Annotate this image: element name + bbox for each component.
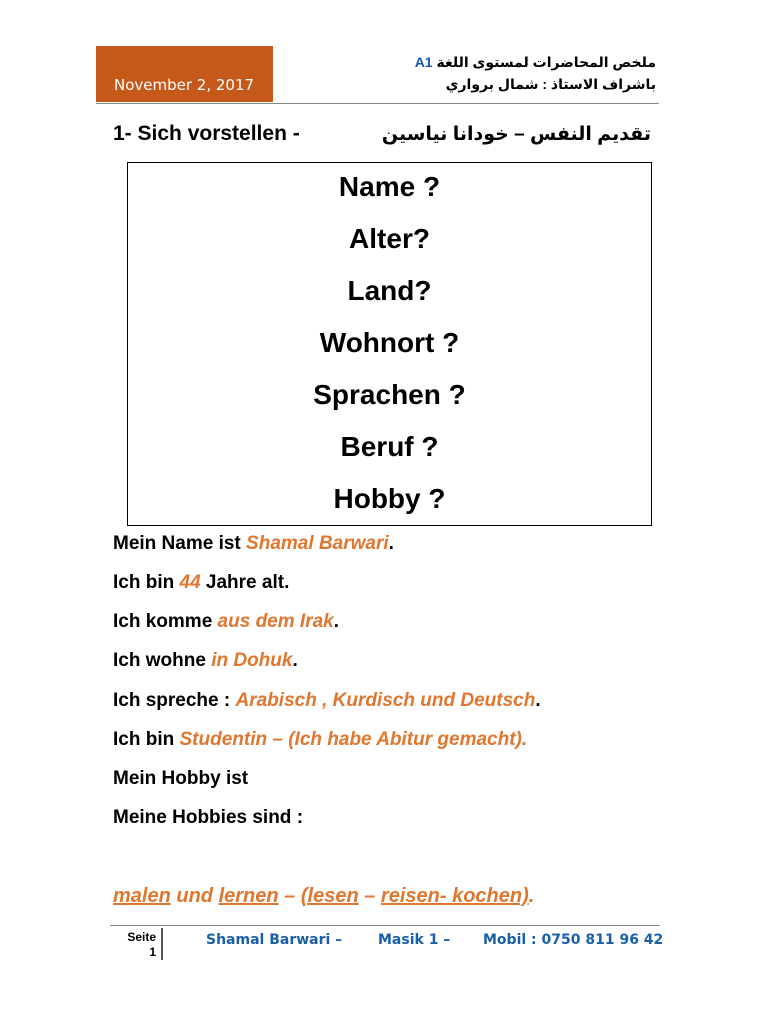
answer-age (113, 572, 289, 594)
date-text: November 2, 2017 (114, 76, 255, 94)
header-supervisor: باشراف الاستاذ : شمال برواري (445, 76, 656, 92)
answer-age-prefix: Ich bin (113, 572, 180, 593)
hobby-sep: – (358, 885, 381, 907)
answer-name-value: Shamal Barwari (246, 533, 389, 554)
hobby-word: malen (113, 885, 171, 907)
seite-label: Seite (127, 930, 156, 944)
hobby-sep: und (170, 885, 219, 907)
answer-languages-prefix: Ich spreche : (113, 690, 236, 711)
answer-country-suffix: . (333, 611, 339, 632)
question-languages: Sprachen ? (313, 379, 466, 410)
question-job: Beruf ? (340, 431, 439, 462)
hobby-word: (lesen (300, 885, 359, 907)
answer-name-suffix: . (388, 533, 394, 554)
answer-languages-suffix: . (535, 690, 541, 711)
question-name: Name ? (338, 171, 441, 202)
hobby-sep: – (278, 885, 301, 907)
page-number-label (112, 930, 156, 960)
answer-country-prefix: Ich komme (113, 611, 218, 632)
header-divider (96, 103, 659, 104)
section-title: 1- Sich vorstellen - (113, 122, 300, 145)
header-course-title-text: ملخص المحاضرات لمستوى اللغة (436, 54, 656, 70)
answer-job-prefix: Ich bin (113, 729, 180, 750)
header-level: A1 (414, 54, 433, 70)
answer-age-suffix: Jahre alt. (200, 572, 290, 593)
date-banner (96, 46, 273, 102)
answer-languages (113, 690, 541, 712)
answer-country-value: aus dem Irak (217, 611, 334, 632)
footer-masik: Masik 1 – (378, 932, 451, 948)
hobby-word: lernen (218, 885, 279, 907)
footer-separator (161, 928, 163, 960)
answer-job-value: Studentin – (Ich habe Abitur gemacht). (179, 729, 528, 750)
answer-residence-suffix: . (292, 650, 298, 671)
question-age: Alter? (349, 223, 430, 254)
question-hobby: Hobby ? (333, 483, 446, 514)
answer-name (113, 533, 394, 555)
answer-hobby: Mein Hobby ist (113, 768, 249, 789)
page-number: 1 (149, 945, 156, 959)
footer-mobile: Mobil : 0750 811 96 42 (483, 932, 664, 948)
question-residence: Wohnort ? (319, 327, 460, 358)
answer-residence (113, 650, 298, 672)
questions-box (127, 162, 652, 526)
hobby-sep: . (528, 885, 535, 907)
hobby-word: reisen- kochen) (380, 885, 529, 907)
answer-languages-value: Arabisch , Kurdisch und Deutsch (235, 690, 536, 711)
answer-country (113, 611, 339, 633)
question-country: Land? (347, 275, 432, 306)
answer-name-prefix: Mein Name ist (113, 533, 247, 554)
answer-hobbies: Meine Hobbies sind : (113, 807, 304, 828)
footer-author: Shamal Barwari – (206, 932, 343, 948)
answer-residence-value: in Dohuk (211, 650, 293, 671)
answer-residence-prefix: Ich wohne (113, 650, 212, 671)
section-title-arabic: تقديم النفس – خودانا نياسين (381, 124, 651, 145)
hobbies-list (113, 885, 534, 908)
answer-job (113, 729, 527, 751)
header-course-title (415, 54, 656, 71)
answer-age-value: 44 (179, 572, 201, 593)
footer-divider (110, 925, 660, 926)
